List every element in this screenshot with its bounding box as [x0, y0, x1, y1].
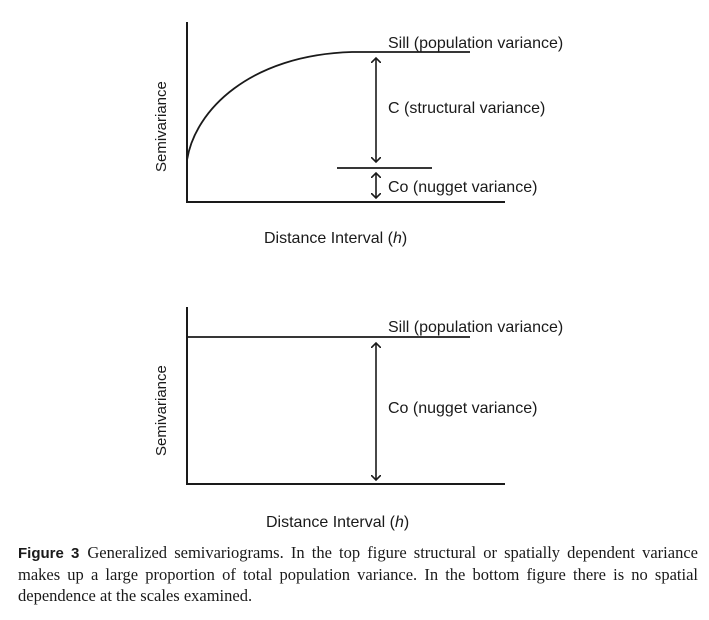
- bottom-semivariogram: [153, 307, 563, 531]
- figure-number: Figure 3: [18, 545, 80, 562]
- top-x-axis-label: Distance Interval (h): [264, 230, 408, 247]
- bottom-nugget-label: Co (nugget variance): [388, 400, 538, 417]
- figure-caption: [18, 542, 698, 606]
- top-semivariogram: [153, 22, 563, 247]
- top-nugget-label: Co (nugget variance): [388, 179, 538, 196]
- top-y-axis-label: Semivariance: [153, 81, 170, 172]
- bottom-x-axis-label: Distance Interval (h): [266, 514, 410, 531]
- top-sill-label: Sill (population variance): [388, 35, 564, 52]
- bottom-sill-label: Sill (population variance): [388, 319, 564, 336]
- caption-text: Generalized semivariograms. In the top figure structural or spatially dependent variance makes up a large proportion of total population variance. In the bottom figure there is no spatial dependence at the scales examined.: [18, 543, 698, 605]
- top-structural-label: C (structural variance): [388, 100, 546, 117]
- bottom-y-axis-label: Semivariance: [153, 365, 170, 456]
